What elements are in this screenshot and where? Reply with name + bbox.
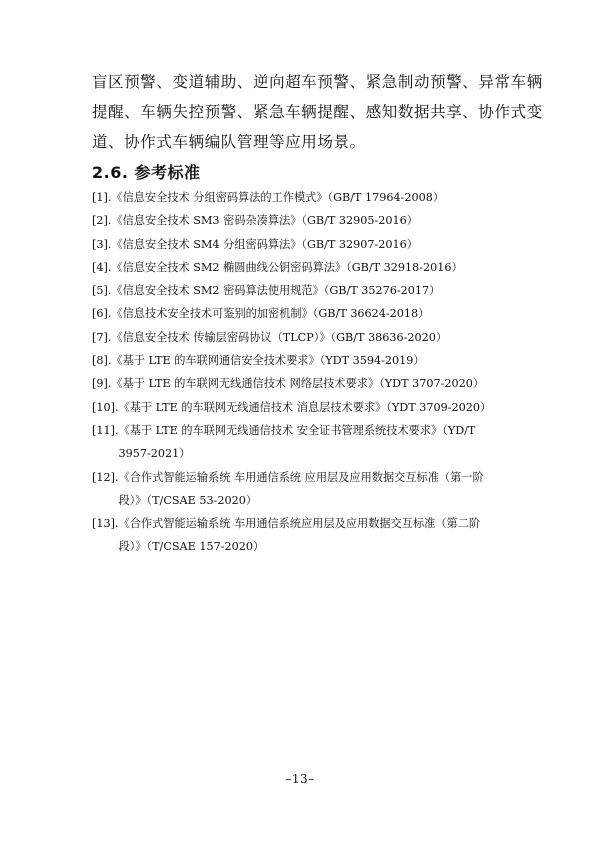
reference-number: [3]. [92, 237, 112, 251]
paragraph-line: 道、协作式车辆编队管理等应用场景。 [92, 133, 366, 151]
reference-item [92, 302, 522, 325]
reference-line: 《基于 LTE 的车联网无线通信技术 安全证书管理系统技术要求》（YD/T [118, 423, 476, 437]
paragraph-line: 盲区预警、变道辅助、逆向超车预警、紧急制动预警、异常车辆 [92, 73, 543, 91]
page-number: –13– [285, 772, 315, 786]
reference-text [111, 256, 522, 279]
paragraph-line: 提醒、车辆失控预警、紧急车辆提醒、感知数据共享、协作式变 [92, 103, 543, 121]
reference-text [111, 279, 522, 302]
reference-line: 《基于 LTE 的车联网无线通信技术 消息层技术要求》（YDT 3709-2020） [118, 400, 492, 414]
reference-item [92, 512, 522, 559]
reference-number: [4]. [92, 260, 112, 274]
reference-number: [6]. [92, 307, 112, 321]
reference-number: [13]. [92, 517, 119, 531]
reference-list [92, 186, 522, 559]
reference-item [92, 186, 522, 209]
reference-number: [12]. [92, 470, 119, 484]
reference-item [92, 209, 522, 232]
reference-line: 《合作式智能运输系统 车用通信系统应用层及应用数据交互标准（第二阶 [118, 517, 481, 531]
section-heading: 2.6. 参考标准 [92, 163, 201, 182]
reference-line: 段）》（T/CSAE 157-2020） [118, 540, 265, 554]
reference-text [119, 512, 522, 559]
reference-item [92, 349, 522, 372]
reference-number: [9]. [92, 377, 112, 391]
reference-line: 《信息安全技术 分组密码算法的工作模式》（GB/T 17964-2008） [111, 191, 445, 204]
reference-text [111, 186, 522, 209]
reference-line: 《信息安全技术 SM2 密码算法使用规范》（GB/T 35276-2017） [111, 284, 441, 298]
reference-item [92, 466, 522, 513]
reference-line: 3957-2021） [118, 447, 191, 461]
reference-item [92, 396, 522, 419]
reference-text [111, 326, 522, 349]
reference-number: [11]. [92, 423, 119, 437]
reference-number: [8]. [92, 354, 112, 368]
reference-line: 《基于 LTE 的车联网无线通信技术 网络层技术要求》（YDT 3707-2020） [111, 377, 485, 391]
reference-number: [1]. [92, 191, 112, 204]
reference-text [111, 209, 522, 232]
reference-text [119, 396, 522, 419]
reference-number: [7]. [92, 330, 112, 344]
reference-line: 《信息安全技术 SM4 分组密码算法》（GB/T 32907-2016） [111, 237, 418, 251]
reference-line: 《信息技术安全技术可鉴别的加密机制》（GB/T 36624-2018） [111, 307, 430, 321]
body-paragraph [92, 67, 543, 157]
reference-text [111, 302, 522, 325]
reference-text [111, 349, 522, 372]
reference-text [119, 466, 522, 513]
reference-item [92, 279, 522, 302]
reference-line: 《信息安全技术 SM2 椭圆曲线公钥密码算法》（GB/T 32918-2016） [111, 260, 463, 274]
reference-text [111, 372, 522, 395]
reference-item [92, 233, 522, 256]
reference-item [92, 372, 522, 395]
reference-line: 《信息安全技术 传输层密码协议（TLCP）》（GB/T 38636-2020） [111, 330, 448, 344]
reference-line: 段）》（T/CSAE 53-2020） [118, 493, 258, 507]
reference-item [92, 419, 522, 466]
reference-text [119, 419, 522, 466]
reference-line: 《信息安全技术 SM3 密码杂凑算法》（GB/T 32905-2016） [111, 214, 418, 228]
reference-item [92, 256, 522, 279]
reference-item [92, 326, 522, 349]
reference-line: 《基于 LTE 的车联网通信安全技术要求》（YDT 3594-2019） [111, 354, 425, 368]
reference-number: [5]. [92, 284, 112, 298]
reference-number: [10]. [92, 400, 119, 414]
reference-text [111, 233, 522, 256]
reference-line: 《合作式智能运输系统 车用通信系统 应用层及应用数据交互标准（第一阶 [118, 470, 484, 484]
reference-number: [2]. [92, 214, 112, 228]
